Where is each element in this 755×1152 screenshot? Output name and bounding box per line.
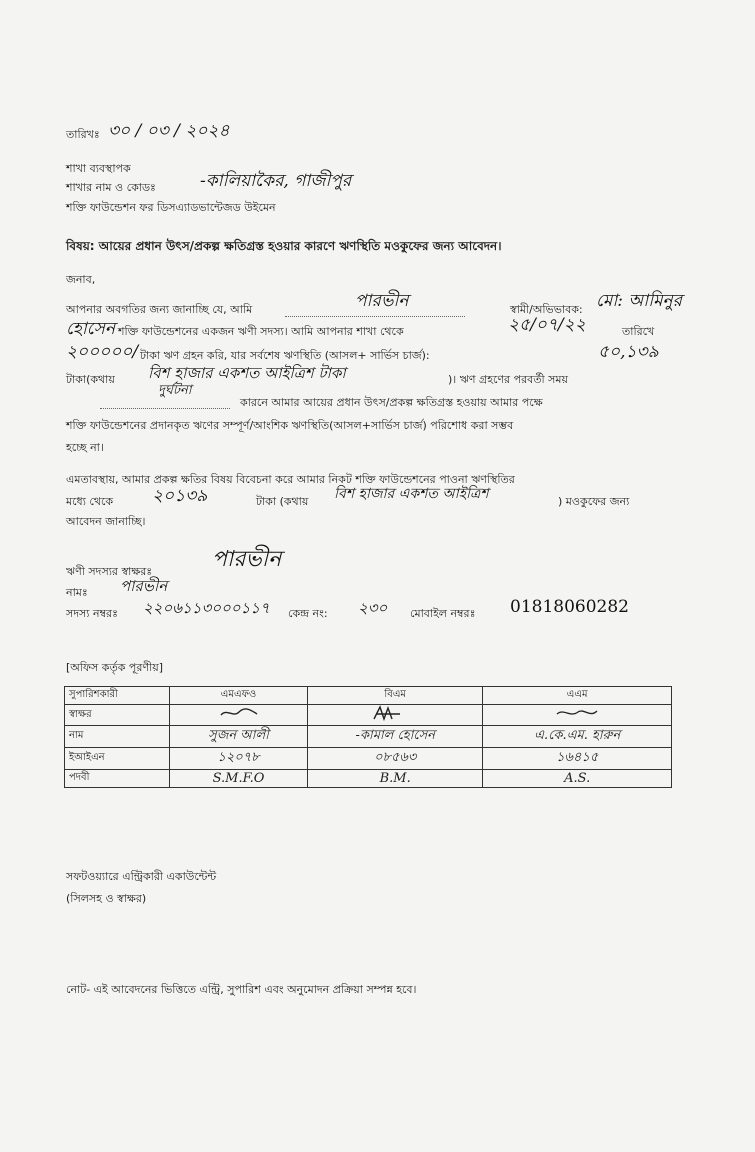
- member-signature-label: ঋণী সদস্যর স্বাক্ষরঃ: [66, 565, 153, 578]
- recipient-line-3: শক্তি ফাউন্ডেশন ফর ডিসএ্যাডভান্টেজড উইমেন: [66, 201, 276, 214]
- mobile-label: মোবাইল নম্বরঃ: [410, 607, 476, 620]
- office-header-bm: বিএম: [308, 687, 483, 705]
- am-ein: ১৬৪১৫: [483, 748, 672, 770]
- bm-ein: ০৮৫৬৩: [308, 748, 483, 770]
- center-number: ২৩০: [358, 599, 388, 617]
- mfo-designation: S.M.F.O: [170, 770, 308, 788]
- accountant-line-2: (সিলসহ ও স্বাক্ষর): [66, 892, 147, 905]
- office-row-ein: [65, 748, 672, 770]
- para2-line2-c: ) মওকুফের জন্য: [558, 495, 630, 508]
- guardian-name-2: হোসেন: [66, 319, 115, 339]
- waiver-in-words: বিশ হাজার একশত আইত্রিশ: [334, 486, 489, 502]
- para1-line5: কারনে আমার আয়ের প্রধান উৎস/প্রকল্প ক্ষতিগ্রস্ত হওয়ায় আমার পক্ষে: [240, 396, 543, 409]
- subject-line: বিষয়: আয়ের প্রধান উৎস/প্রকল্প ক্ষতিগ্রস্ত হওয়ার কারণে ঋণস্থিতি মওকুফের জন্য আবেদন।: [66, 239, 502, 253]
- am-designation: A.S.: [483, 770, 672, 788]
- para1-line7: হচ্ছে না।: [66, 441, 104, 454]
- center-label: কেন্দ্র নং:: [288, 607, 328, 620]
- office-row-signature: [65, 705, 672, 726]
- date-label: তারিখঃ: [66, 128, 100, 141]
- footer-note: নোট- এই আবেদনের ভিত্তিতে এন্ট্রি, সুপারিশ এবং অনুমোদন প্রক্রিয়া সম্পন্ন হবে।: [66, 983, 417, 996]
- office-row-label: নাম: [65, 726, 170, 748]
- applicant-name: পারভীন: [355, 291, 409, 311]
- mobile-number: 01818060282: [510, 597, 629, 617]
- office-table: [64, 686, 672, 788]
- loan-balance: ৫০,১৩৯: [598, 342, 659, 362]
- bm-name: -কামাল হোসেন: [308, 726, 483, 748]
- para2-line1: এমতাবস্থায়, আমার প্রকল্প ক্ষতির বিষয় বিবেচনা করে আমার নিকট শক্তি ফাউন্ডেশনের পাওনা ঋণস্থিতির: [66, 473, 515, 486]
- para1-line3-a: টাকা ঋণ গ্রহন করি, যার সর্বশেষ ঋণস্থিতি (আসল+ সার্ভিস চার্জ):: [140, 349, 430, 362]
- para1-line1-a: আপনার অবগতির জন্য জানাচ্ছি যে, আমি: [66, 303, 253, 316]
- date-value: ৩০ / ০৩ / ২০২৪: [108, 121, 230, 141]
- office-row-label: পদবী: [65, 770, 170, 788]
- mfo-ein: ১২০৭৮: [170, 748, 308, 770]
- office-row-label: ইআইএন: [65, 748, 170, 770]
- para1-line2-a: শক্তি ফাউন্ডেশনের একজন ঋণী সদস্য। আমি আপনার শাখা থেকে: [118, 325, 404, 338]
- office-header-am: এএম: [483, 687, 672, 705]
- am-signature: [483, 705, 672, 726]
- mfo-name: সুজন আলী: [170, 726, 308, 748]
- damage-cause: দুর্ঘটনা: [158, 383, 192, 398]
- office-row-name: [65, 726, 672, 748]
- office-row-label: স্বাক্ষর: [65, 705, 170, 726]
- branch-label: শাখার নাম ও কোডঃ: [66, 181, 156, 194]
- balance-in-words: বিশ হাজার একশত আইত্রিশ টাকা: [148, 364, 346, 382]
- bm-designation: B.M.: [308, 770, 483, 788]
- loan-amount: ২০০০০০/: [66, 342, 139, 362]
- guardian-name: মো: আমিনুর: [596, 291, 683, 311]
- para1-line4-a: টাকা(কথায়: [66, 373, 115, 386]
- para2-line3: আবেদন জানাচ্ছি।: [66, 515, 146, 528]
- para2-line2-b: টাকা (কথায়: [256, 495, 309, 508]
- office-section-title: [অফিস কর্তৃক পূরণীয়]: [66, 661, 163, 674]
- recipient-line-1: শাখা ব্যবস্থাপক: [66, 162, 131, 175]
- para2-line2-a: মধ্যে থেকে: [66, 495, 114, 508]
- mfo-signature: [170, 705, 308, 726]
- member-name-label: নামঃ: [66, 586, 88, 599]
- bm-signature: [308, 705, 483, 726]
- office-header-recommender: সুপারিশকারী: [65, 687, 170, 705]
- branch-value: -কালিয়াকৈর, গাজীপুর: [200, 171, 352, 191]
- para1-line4-b: )। ঋণ গ্রহণের পরবর্তী সময়: [448, 373, 568, 386]
- member-id: ২২০৬১১৩০০০১১৭: [143, 599, 270, 617]
- office-header-mfo: এমএফও: [170, 687, 308, 705]
- para1-guardian-label: স্বামী/অভিভাবক:: [510, 303, 583, 316]
- para1-date-suffix: তারিখে: [622, 325, 655, 338]
- am-name: এ.কে.এম. হারুন: [483, 726, 672, 748]
- office-table-header-row: [65, 687, 672, 705]
- salutation: জনাব,: [66, 273, 96, 286]
- member-signature: পারভীন: [212, 547, 282, 572]
- office-row-designation: [65, 770, 672, 788]
- loan-date: ২৫/০৭/২২: [508, 315, 586, 335]
- member-id-label: সদস্য নম্বরঃ: [66, 607, 118, 620]
- accountant-line-1: সফটওয়্যারে এন্ট্রিকারী একাউন্টেন্ট: [66, 870, 217, 883]
- waiver-amount: ২০১৩৯: [152, 486, 208, 506]
- para1-line6: শক্তি ফাউন্ডেশনের প্রদানকৃত ঋণের সম্পূর্ণ/আংশিক ঋণস্থিতি(আসল+সার্ভিস চার্জ) পরিশোধ করা সম্ভব: [66, 419, 514, 432]
- member-name: পারভীন: [120, 577, 168, 595]
